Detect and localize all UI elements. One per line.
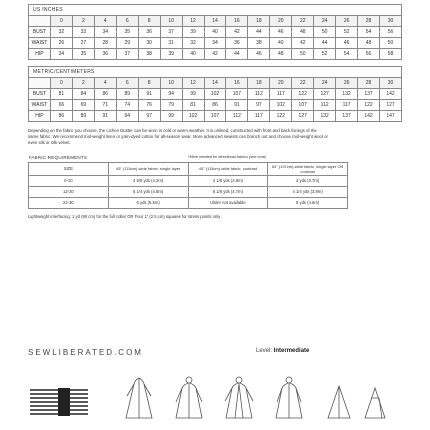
duster-view-a-icon — [118, 374, 160, 422]
metric-measure-cell: 66 — [50, 100, 72, 111]
us-measure-cell: 39 — [182, 27, 204, 38]
skill-level-value: Intermediate — [273, 348, 310, 354]
metric-measure-cell: 97 — [138, 111, 160, 122]
us-size-header: 16 — [226, 16, 248, 27]
metric-measure-cell: 86 — [94, 89, 116, 100]
metric-measure-cell: 112 — [226, 111, 248, 122]
metric-table-title: METRIC/CENTIMETERS — [29, 67, 402, 78]
us-row-label: WAIST — [29, 38, 51, 49]
metric-measure-cell: 99 — [182, 89, 204, 100]
metric-measure-cell: 89 — [72, 111, 94, 122]
metric-measure-row — [29, 89, 402, 100]
fabric-yardage-cell: Ulster not available — [188, 197, 268, 208]
us-measure-row — [29, 38, 402, 49]
metric-measure-cell: 112 — [314, 100, 336, 111]
us-measure-cell: 35 — [116, 27, 138, 38]
metric-size-header: 8 — [138, 78, 160, 89]
metric-measure-cell: 132 — [336, 89, 358, 100]
us-measure-cell: 30 — [138, 38, 160, 49]
skill-level — [256, 348, 309, 354]
fabric-yardage-cell: 4 5/8 yds (4.2m) — [108, 175, 188, 186]
metric-measure-cell: 107 — [292, 100, 314, 111]
us-measure-cell: 34 — [50, 49, 72, 60]
metric-measure-cell: 127 — [292, 111, 314, 122]
us-measure-cell: 27 — [72, 38, 94, 49]
metric-measure-cell: 81 — [182, 100, 204, 111]
duster-view-b-icon — [168, 374, 210, 422]
metric-measure-cell: 107 — [204, 111, 226, 122]
notions-text: Lightweight interfacing: 1 yd (90 cm) for the full collar OR Four 1" (2.5 cm) squares for stress points only — [28, 213, 221, 219]
us-measure-cell: 44 — [314, 38, 336, 49]
us-measure-cell: 33 — [72, 27, 94, 38]
metric-measure-cell: 102 — [270, 100, 292, 111]
brand-logo-icon — [28, 386, 90, 418]
fabric-size-range: 12-20 — [29, 186, 109, 197]
metric-measure-cell: 86 — [50, 111, 72, 122]
metric-size-header: 30 — [380, 78, 402, 89]
metric-measure-cell: 91 — [226, 100, 248, 111]
us-size-header: 12 — [182, 16, 204, 27]
metric-measure-cell: 94 — [160, 89, 182, 100]
duster-view-c-icon — [218, 374, 260, 422]
us-size-row — [29, 16, 402, 27]
metric-measure-cell: 94 — [116, 111, 138, 122]
fabric-yardage-cell: 4 1/8 yds (3.8m) — [188, 175, 268, 186]
us-measure-cell: 40 — [270, 38, 292, 49]
us-measure-cell: 36 — [94, 49, 116, 60]
metric-size-header: 28 — [358, 78, 380, 89]
us-measure-cell: 48 — [358, 38, 380, 49]
metric-size-header: 12 — [182, 78, 204, 89]
metric-measure-cell: 81 — [50, 89, 72, 100]
us-size-header: 8 — [138, 16, 160, 27]
metric-measure-cell: 127 — [380, 100, 402, 111]
fabric-header-45-single: 45" (115cm)-wide fabric, single layer — [108, 162, 188, 175]
fabric-header-45-contrast: 45" (115cm)-wide fabric, contrast — [188, 162, 268, 175]
metric-measure-cell: 86 — [204, 100, 226, 111]
us-measure-cell: 52 — [336, 27, 358, 38]
metric-measure-cell: 137 — [358, 89, 380, 100]
brand-website: SEWLIBERATED.COM — [28, 348, 143, 357]
fabric-row — [29, 186, 348, 197]
us-measure-cell: 56 — [358, 49, 380, 60]
metric-measure-cell: 97 — [248, 100, 270, 111]
us-measure-cell: 31 — [160, 38, 182, 49]
us-measure-cell: 35 — [72, 49, 94, 60]
metric-measure-cell: 91 — [138, 89, 160, 100]
fabric-row — [29, 197, 348, 208]
metric-measure-cell: 74 — [116, 100, 138, 111]
us-size-header: 2 — [72, 16, 94, 27]
us-measure-cell: 39 — [160, 49, 182, 60]
us-size-header: 30 — [380, 16, 402, 27]
fabric-yardage-cell: 6 yds (5.5m) — [108, 197, 188, 208]
metric-measure-cell: 122 — [270, 111, 292, 122]
us-measure-cell: 54 — [358, 27, 380, 38]
us-measure-cell: 50 — [314, 27, 336, 38]
us-measure-cell: 48 — [270, 49, 292, 60]
us-measure-cell: 46 — [336, 38, 358, 49]
us-row-label: BUST — [29, 27, 51, 38]
us-size-header: 22 — [292, 16, 314, 27]
metric-measure-cell: 99 — [160, 111, 182, 122]
duster-view-d-icon — [268, 374, 310, 422]
metric-measure-cell: 102 — [204, 89, 226, 100]
us-measure-cell: 34 — [94, 27, 116, 38]
fabric-yardage-cell: 5 1/4 yds (4.8m) — [108, 186, 188, 197]
metric-measure-cell: 79 — [160, 100, 182, 111]
skill-level-label: Level: — [256, 348, 273, 354]
us-measure-cell: 29 — [116, 38, 138, 49]
metric-row-label: HIP — [29, 111, 51, 122]
us-measure-row — [29, 49, 402, 60]
metric-size-header: 6 — [116, 78, 138, 89]
metric-size-header: 0 — [50, 78, 72, 89]
metric-size-header: 20 — [270, 78, 292, 89]
metric-measure-cell: 122 — [358, 100, 380, 111]
us-measure-cell: 42 — [204, 49, 226, 60]
us-size-header: 0 — [50, 16, 72, 27]
pattern-info-sheet — [28, 4, 402, 220]
us-measure-cell: 52 — [314, 49, 336, 60]
metric-measure-cell: 71 — [94, 100, 116, 111]
us-measure-cell: 38 — [138, 49, 160, 60]
fabric-requirements-note: *More needed for directional fabrics (see note) — [188, 154, 267, 159]
us-measure-cell: 44 — [226, 49, 248, 60]
us-measure-cell: 40 — [204, 27, 226, 38]
metric-size-header: 2 — [72, 78, 94, 89]
metric-measure-row — [29, 100, 402, 111]
metric-size-header: 4 — [94, 78, 116, 89]
metric-measure-cell: 76 — [138, 100, 160, 111]
fabric-size-range: 0-10 — [29, 175, 109, 186]
metric-measure-cell: 107 — [226, 89, 248, 100]
metric-row-label: WAIST — [29, 100, 51, 111]
us-measure-cell: 58 — [380, 49, 402, 60]
us-measure-cell: 42 — [226, 27, 248, 38]
metric-size-header: 10 — [160, 78, 182, 89]
us-size-header: 4 — [94, 16, 116, 27]
fabric-yardage-cell: 5 yds (4.6m) — [268, 197, 348, 208]
metric-measure-cell: 89 — [116, 89, 138, 100]
us-size-header: 24 — [314, 16, 336, 27]
us-corner-cell — [29, 16, 51, 27]
us-size-header: 28 — [358, 16, 380, 27]
metric-measure-cell: 147 — [380, 111, 402, 122]
metric-size-row — [29, 78, 402, 89]
metric-size-header: 24 — [314, 78, 336, 89]
us-measure-cell: 56 — [380, 27, 402, 38]
us-size-header: 20 — [270, 16, 292, 27]
us-measure-cell: 37 — [116, 49, 138, 60]
us-measure-cell: 32 — [50, 27, 72, 38]
metric-corner-cell — [29, 78, 51, 89]
us-size-table — [28, 4, 402, 60]
metric-size-table — [28, 66, 402, 122]
us-measure-cell: 46 — [270, 27, 292, 38]
metric-measure-cell: 117 — [336, 100, 358, 111]
duster-view-f-icon — [354, 374, 396, 422]
us-measure-cell: 36 — [226, 38, 248, 49]
metric-measure-cell: 142 — [358, 111, 380, 122]
metric-measure-cell: 137 — [336, 111, 358, 122]
us-measure-cell: 26 — [50, 38, 72, 49]
us-size-header: 6 — [116, 16, 138, 27]
us-measure-cell: 46 — [248, 49, 270, 60]
us-measure-cell: 50 — [292, 49, 314, 60]
garment-illustrations — [118, 374, 398, 424]
us-measure-cell: 48 — [292, 27, 314, 38]
fabric-row — [29, 175, 348, 186]
us-row-label: HIP — [29, 49, 51, 60]
us-measure-cell: 28 — [94, 38, 116, 49]
us-measure-cell: 34 — [204, 38, 226, 49]
metric-measure-cell: 127 — [314, 89, 336, 100]
metric-measure-cell: 117 — [248, 111, 270, 122]
fabric-requirements-title: FABRIC REQUIREMENTS — [28, 154, 88, 160]
metric-measure-cell: 142 — [380, 89, 402, 100]
metric-measure-cell: 117 — [270, 89, 292, 100]
us-measure-cell: 54 — [336, 49, 358, 60]
fabric-yardage-cell: 4 yds (3.7m) — [268, 175, 348, 186]
footer — [28, 342, 402, 426]
us-measure-cell: 37 — [160, 27, 182, 38]
us-table-title: US INCHES — [29, 5, 402, 16]
us-measure-cell: 32 — [182, 38, 204, 49]
fabric-header-size: SIZE — [29, 162, 109, 175]
metric-row-label: BUST — [29, 89, 51, 100]
fabric-yardage-cell: 5 1/8 yds (4.7m) — [188, 186, 268, 197]
metric-size-header: 22 — [292, 78, 314, 89]
metric-measure-cell: 69 — [72, 100, 94, 111]
metric-size-header: 26 — [336, 78, 358, 89]
fabric-description: Depending on the fabric you choose, the Lichen Duster can be worn in cold or warm weather. It is unlined, constructed with front and back facings of the same fabric. We recommend mid-weight linen or yarn-dyed cotton for all-season wear. More advanced sewists can branch out and choose mid-weight wool or even silk or silk velvet. — [28, 128, 328, 146]
us-size-header: 26 — [336, 16, 358, 27]
metric-size-header: 18 — [248, 78, 270, 89]
us-measure-cell: 38 — [248, 38, 270, 49]
fabric-yardage-cell: 4 1/4 yds (3.9m) — [268, 186, 348, 197]
metric-measure-cell: 122 — [292, 89, 314, 100]
us-size-header: 18 — [248, 16, 270, 27]
metric-measure-row — [29, 111, 402, 122]
us-measure-cell: 44 — [248, 27, 270, 38]
metric-measure-cell: 132 — [314, 111, 336, 122]
fabric-size-range: 22-30 — [29, 197, 109, 208]
fabric-header-54: 54" (137cm)-wide fabric, single layer OR contrast — [268, 162, 348, 175]
us-measure-cell: 50 — [380, 38, 402, 49]
us-size-header: 10 — [160, 16, 182, 27]
metric-measure-cell: 102 — [182, 111, 204, 122]
us-size-header: 14 — [204, 16, 226, 27]
us-measure-cell: 36 — [138, 27, 160, 38]
us-measure-cell: 42 — [292, 38, 314, 49]
metric-size-header: 16 — [226, 78, 248, 89]
metric-measure-cell: 112 — [248, 89, 270, 100]
fabric-requirements-table — [28, 153, 348, 209]
metric-measure-cell: 91 — [94, 111, 116, 122]
metric-measure-cell: 84 — [72, 89, 94, 100]
us-measure-row — [29, 27, 402, 38]
metric-size-header: 14 — [204, 78, 226, 89]
us-measure-cell: 40 — [182, 49, 204, 60]
